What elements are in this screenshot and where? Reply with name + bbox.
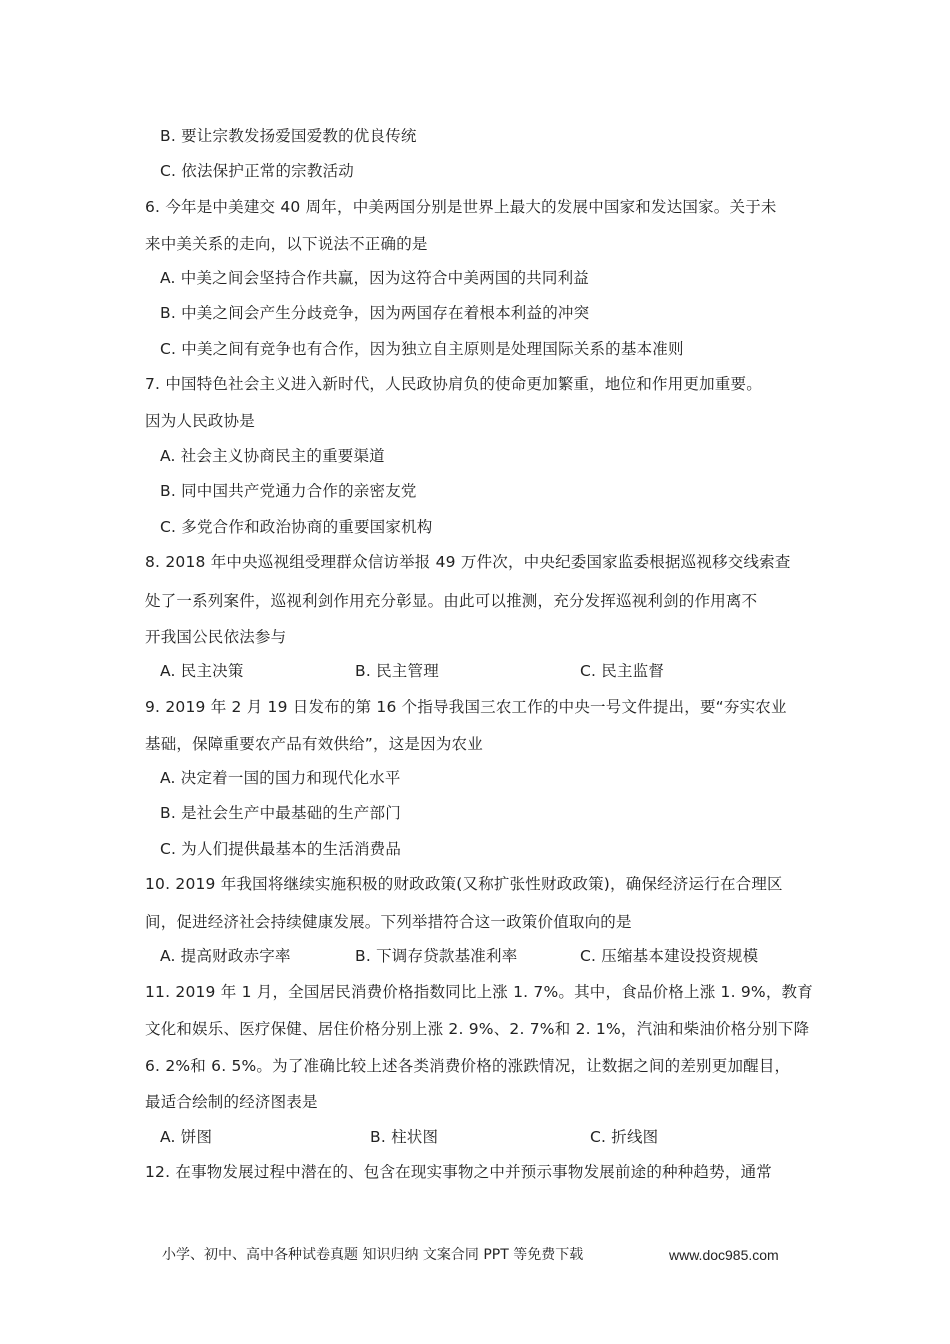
question-line: 9. 2019 年 2 月 19 日发布的第 16 个指导我国三农工作的中央一号文件提出，要“夯实农业 (145, 698, 787, 716)
option-line: A. 中美之间会坚持合作共赢，因为这符合中美两国的共同利益 (160, 269, 589, 287)
option-b: B. 柱状图 (370, 1128, 439, 1146)
option-a: A. 提高财政赤字率 (160, 947, 291, 965)
question-line: 10. 2019 年我国将继续实施积极的财政政策(又称扩张性财政政策)，确保经济运行在合理区 (145, 875, 783, 893)
page-footer (162, 1245, 779, 1265)
question-line: 最适合绘制的经济图表是 (145, 1093, 318, 1111)
option-line: B. 同中国共产党通力合作的亲密友党 (160, 482, 417, 500)
option-line: B. 是社会生产中最基础的生产部门 (160, 804, 401, 822)
question-line: 处了一系列案件，巡视利剑作用充分彰显。由此可以推测，充分发挥巡视利剑的作用离不 (145, 592, 758, 610)
question-line: 文化和娱乐、医疗保健、居住价格分别上涨 2. 9%、2. 7%和 2. 1%，汽油和柴油价格分别下降 (145, 1020, 810, 1038)
question-line: 开我国公民依法参与 (145, 628, 287, 646)
question-line: 12. 在事物发展过程中潜在的、包含在现实事物之中并预示事物发展前途的种种趋势，通常 (145, 1163, 772, 1181)
option-line: C. 为人们提供最基本的生活消费品 (160, 840, 402, 858)
option-line: C. 中美之间有竞争也有合作，因为独立自主原则是处理国际关系的基本准则 (160, 340, 684, 358)
question-line: 11. 2019 年 1 月，全国居民消费价格指数同比上涨 1. 7%。其中，食品价格上涨 1. 9%，教育 (145, 983, 813, 1001)
question-line: 间，促进经济社会持续健康发展。下列举措符合这一政策价值取向的是 (145, 913, 632, 931)
question-line: 因为人民政协是 (145, 412, 255, 430)
option-b: B. 下调存贷款基准利率 (355, 947, 518, 965)
option-line: A. 决定着一国的国力和现代化水平 (160, 769, 401, 787)
question-line: 6. 2%和 6. 5%。为了准确比较上述各类消费价格的涨跌情况，让数据之间的差别更加醒目， (145, 1057, 791, 1075)
option-c: C. 折线图 (590, 1128, 659, 1146)
option-a: A. 民主决策 (160, 662, 244, 680)
option-a: A. 饼图 (160, 1128, 213, 1146)
question-line: 8. 2018 年中央巡视组受理群众信访举报 49 万件次，中央纪委国家监委根据巡视移交线索查 (145, 553, 791, 571)
question-line: 6. 今年是中美建交 40 周年，中美两国分别是世界上最大的发展中国家和发达国家。关于未 (145, 198, 777, 216)
option-line: B. 要让宗教发扬爱国爱教的优良传统 (160, 127, 417, 145)
footer-text: 小学、初中、高中各种试卷真题 知识归纳 文案合同 PPT 等免费下载 (162, 1247, 584, 1263)
option-b: B. 民主管理 (355, 662, 439, 680)
question-line: 来中美关系的走向，以下说法不正确的是 (145, 235, 428, 253)
option-line: C. 多党合作和政治协商的重要国家机构 (160, 518, 433, 536)
question-line: 基础，保障重要农产品有效供给”，这是因为农业 (145, 735, 483, 753)
option-c: C. 民主监督 (580, 662, 665, 680)
option-line: B. 中美之间会产生分歧竞争，因为两国存在着根本利益的冲突 (160, 304, 590, 322)
footer-url-link[interactable]: www.doc985.com (669, 1247, 779, 1263)
question-line: 7. 中国特色社会主义进入新时代，人民政协肩负的使命更加繁重，地位和作用更加重要。 (145, 375, 762, 393)
option-line: C. 依法保护正常的宗教活动 (160, 162, 354, 180)
option-line: A. 社会主义协商民主的重要渠道 (160, 447, 385, 465)
option-c: C. 压缩基本建设投资规模 (580, 947, 759, 965)
